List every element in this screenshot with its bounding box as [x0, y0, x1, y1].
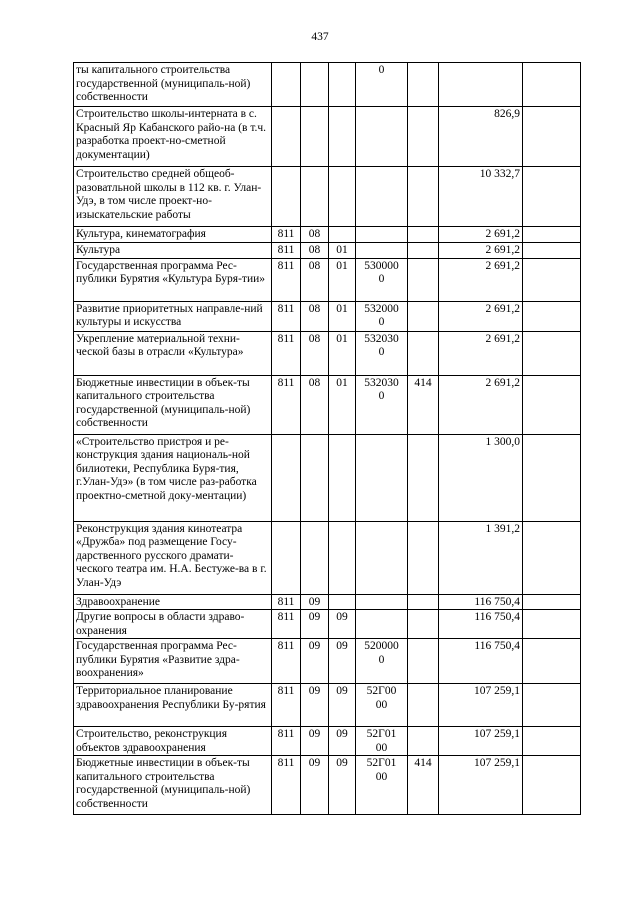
row-subsection: 09 [329, 727, 356, 756]
row-section: 08 [301, 227, 329, 243]
row-section: 09 [301, 610, 329, 639]
target-article-code: 52Г01 [366, 757, 397, 769]
row-name: Государственная программа Рес-публики Бурятия «Культура Буря-тии» [74, 258, 272, 301]
row-extra [523, 167, 581, 227]
row-expense-type [408, 63, 439, 107]
row-expense-type [408, 258, 439, 301]
target-article-suffix: 0 [378, 316, 385, 328]
row-target-article [356, 610, 408, 639]
budget-table [73, 62, 581, 815]
row-section: 09 [301, 594, 329, 610]
row-amount: 2 691,2 [439, 331, 523, 375]
row-amount: 107 259,1 [439, 684, 523, 727]
table-row [74, 227, 581, 243]
row-name: Строительство школы-интерната в с. Красный Яр Кабанского райо-на (в т.ч. разработка проект-но-сметной документации) [74, 107, 272, 167]
row-expense-type [408, 434, 439, 521]
table-row [74, 684, 581, 727]
row-target-article [356, 594, 408, 610]
target-article-suffix: 0 [378, 273, 385, 285]
row-extra [523, 301, 581, 331]
row-expense-type [408, 167, 439, 227]
row-name: Строительство средней общеоб-разоватльной школы в 112 кв. г. Улан-Удэ, в том числе проект-но-изыскательские работы [74, 167, 272, 227]
row-amount [439, 63, 523, 107]
row-name: ты капитального строительства государственной (муниципаль-ной) собственности [74, 63, 272, 107]
row-grbs: 811 [272, 331, 301, 375]
row-target-article [356, 434, 408, 521]
row-expense-type [408, 594, 439, 610]
row-grbs: 811 [272, 243, 301, 259]
row-extra [523, 639, 581, 684]
row-target-article [356, 756, 408, 815]
row-extra [523, 594, 581, 610]
row-expense-type [408, 684, 439, 727]
row-grbs: 811 [272, 301, 301, 331]
table-row [74, 375, 581, 434]
row-extra [523, 63, 581, 107]
row-amount: 2 691,2 [439, 258, 523, 301]
row-subsection: 09 [329, 639, 356, 684]
row-target-article [356, 243, 408, 259]
row-grbs: 811 [272, 375, 301, 434]
row-name: Бюджетные инвестиции в объек-ты капитального строительства государственной (муниципаль-ной) собственности [74, 375, 272, 434]
row-subsection [329, 63, 356, 107]
row-amount: 826,9 [439, 107, 523, 167]
table-row [74, 167, 581, 227]
row-subsection: 01 [329, 258, 356, 301]
row-target-article [356, 63, 408, 107]
row-subsection: 09 [329, 756, 356, 815]
row-grbs: 811 [272, 594, 301, 610]
row-section [301, 63, 329, 107]
row-section: 09 [301, 727, 329, 756]
row-grbs [272, 434, 301, 521]
row-target-article [356, 375, 408, 434]
row-subsection: 09 [329, 610, 356, 639]
row-target-article [356, 167, 408, 227]
row-subsection: 09 [329, 684, 356, 727]
table-row [74, 243, 581, 259]
table-row [74, 107, 581, 167]
row-amount: 116 750,4 [439, 639, 523, 684]
row-name: Другие вопросы в области здраво-охранения [74, 610, 272, 639]
row-section [301, 521, 329, 594]
row-section: 08 [301, 258, 329, 301]
row-extra [523, 258, 581, 301]
row-expense-type: 414 [408, 756, 439, 815]
row-grbs: 811 [272, 639, 301, 684]
row-target-article [356, 684, 408, 727]
row-amount: 10 332,7 [439, 167, 523, 227]
row-expense-type [408, 727, 439, 756]
budget-table-body [74, 63, 581, 815]
target-article-code: 532000 [364, 302, 399, 315]
row-extra [523, 727, 581, 756]
row-name: Развитие приоритетных направле-ний культуры и искусства [74, 301, 272, 331]
row-section [301, 107, 329, 167]
row-subsection [329, 227, 356, 243]
target-article-code: 52Г00 [366, 685, 397, 697]
table-row [74, 756, 581, 815]
row-expense-type: 414 [408, 375, 439, 434]
row-section [301, 167, 329, 227]
target-article-code: 52Г01 [366, 728, 397, 740]
row-name: Культура, кинематография [74, 227, 272, 243]
row-extra [523, 331, 581, 375]
row-amount: 107 259,1 [439, 727, 523, 756]
row-grbs [272, 63, 301, 107]
row-expense-type [408, 610, 439, 639]
row-expense-type [408, 301, 439, 331]
row-extra [523, 756, 581, 815]
row-amount: 2 691,2 [439, 301, 523, 331]
row-section [301, 434, 329, 521]
row-target-article [356, 301, 408, 331]
row-amount: 1 300,0 [439, 434, 523, 521]
row-name: Здравоохранение [74, 594, 272, 610]
row-grbs: 811 [272, 227, 301, 243]
row-subsection [329, 107, 356, 167]
row-extra [523, 521, 581, 594]
table-row [74, 301, 581, 331]
row-target-article [356, 639, 408, 684]
row-subsection [329, 434, 356, 521]
row-target-article [356, 227, 408, 243]
row-extra [523, 243, 581, 259]
row-amount: 116 750,4 [439, 610, 523, 639]
row-grbs [272, 521, 301, 594]
row-grbs: 811 [272, 684, 301, 727]
row-section: 09 [301, 756, 329, 815]
row-expense-type [408, 107, 439, 167]
target-article-suffix: 0 [378, 653, 385, 666]
target-article-code: 530000 [364, 259, 399, 272]
row-section: 08 [301, 331, 329, 375]
row-extra [523, 375, 581, 434]
row-name: «Строительство пристроя и ре-конструкция здания националь-ной билиотеки, Республика Буря-тия, г.Улан-Удэ» (в том числе раз-работка проектно-сметной доку-ментации) [74, 434, 272, 521]
target-article-suffix: 00 [375, 698, 388, 711]
row-subsection [329, 167, 356, 227]
row-target-article [356, 331, 408, 375]
row-grbs [272, 167, 301, 227]
row-expense-type [408, 331, 439, 375]
row-subsection [329, 594, 356, 610]
row-subsection: 01 [329, 331, 356, 375]
row-subsection: 01 [329, 243, 356, 259]
row-section: 09 [301, 639, 329, 684]
row-grbs: 811 [272, 610, 301, 639]
row-expense-type [408, 521, 439, 594]
row-subsection: 01 [329, 375, 356, 434]
target-article-suffix: 00 [375, 770, 388, 783]
target-article-suffix: 00 [375, 741, 388, 754]
row-target-article [356, 107, 408, 167]
table-row [74, 594, 581, 610]
row-extra [523, 434, 581, 521]
row-amount: 107 259,1 [439, 756, 523, 815]
row-name: Культура [74, 243, 272, 259]
row-extra [523, 610, 581, 639]
page-number: 437 [311, 31, 329, 43]
row-name: Реконструкция здания кинотеатра «Дружба» под размещение Госу-дарственного русского драмати-ческого театра им. Н.А. Бестуже-ва в г. Улан-Удэ [74, 521, 272, 594]
target-article-code: 532030 [364, 376, 399, 389]
table-row [74, 258, 581, 301]
target-article-suffix: 0 [378, 346, 385, 358]
row-section: 08 [301, 301, 329, 331]
row-name: Государственная программа Рес-публики Бурятия «Развитие здра-воохранения» [74, 639, 272, 684]
row-name: Строительство, реконструкция объектов здравоохранения [74, 727, 272, 756]
row-name: Территориальное планирование здравоохранения Республики Бу-рятия [74, 684, 272, 727]
row-section: 09 [301, 684, 329, 727]
row-amount: 1 391,2 [439, 521, 523, 594]
row-name: Укрепление материальной техни-ческой базы в отрасли «Культура» [74, 331, 272, 375]
row-target-article [356, 727, 408, 756]
row-target-article [356, 258, 408, 301]
row-subsection: 01 [329, 301, 356, 331]
table-row [74, 639, 581, 684]
row-grbs [272, 107, 301, 167]
row-expense-type [408, 243, 439, 259]
table-row [74, 521, 581, 594]
row-expense-type [408, 227, 439, 243]
row-name: Бюджетные инвестиции в объек-ты капитального строительства государственной (муниципаль-ной) собственности [74, 756, 272, 815]
row-amount: 116 750,4 [439, 594, 523, 610]
row-expense-type [408, 639, 439, 684]
table-row [74, 434, 581, 521]
row-amount: 2 691,2 [439, 375, 523, 434]
target-article-suffix: 0 [378, 390, 385, 402]
row-subsection [329, 521, 356, 594]
row-grbs: 811 [272, 258, 301, 301]
row-amount: 2 691,2 [439, 227, 523, 243]
table-row [74, 63, 581, 107]
row-extra [523, 227, 581, 243]
table-row [74, 331, 581, 375]
row-target-article [356, 521, 408, 594]
target-article-code: 520000 [364, 640, 399, 652]
target-article-code: 532030 [364, 332, 399, 345]
row-section: 08 [301, 243, 329, 259]
target-article-suffix: 0 [378, 64, 385, 76]
row-section: 08 [301, 375, 329, 434]
table-row [74, 610, 581, 639]
table-row [74, 727, 581, 756]
row-extra [523, 107, 581, 167]
row-grbs: 811 [272, 727, 301, 756]
row-grbs: 811 [272, 756, 301, 815]
row-amount: 2 691,2 [439, 243, 523, 259]
row-extra [523, 684, 581, 727]
